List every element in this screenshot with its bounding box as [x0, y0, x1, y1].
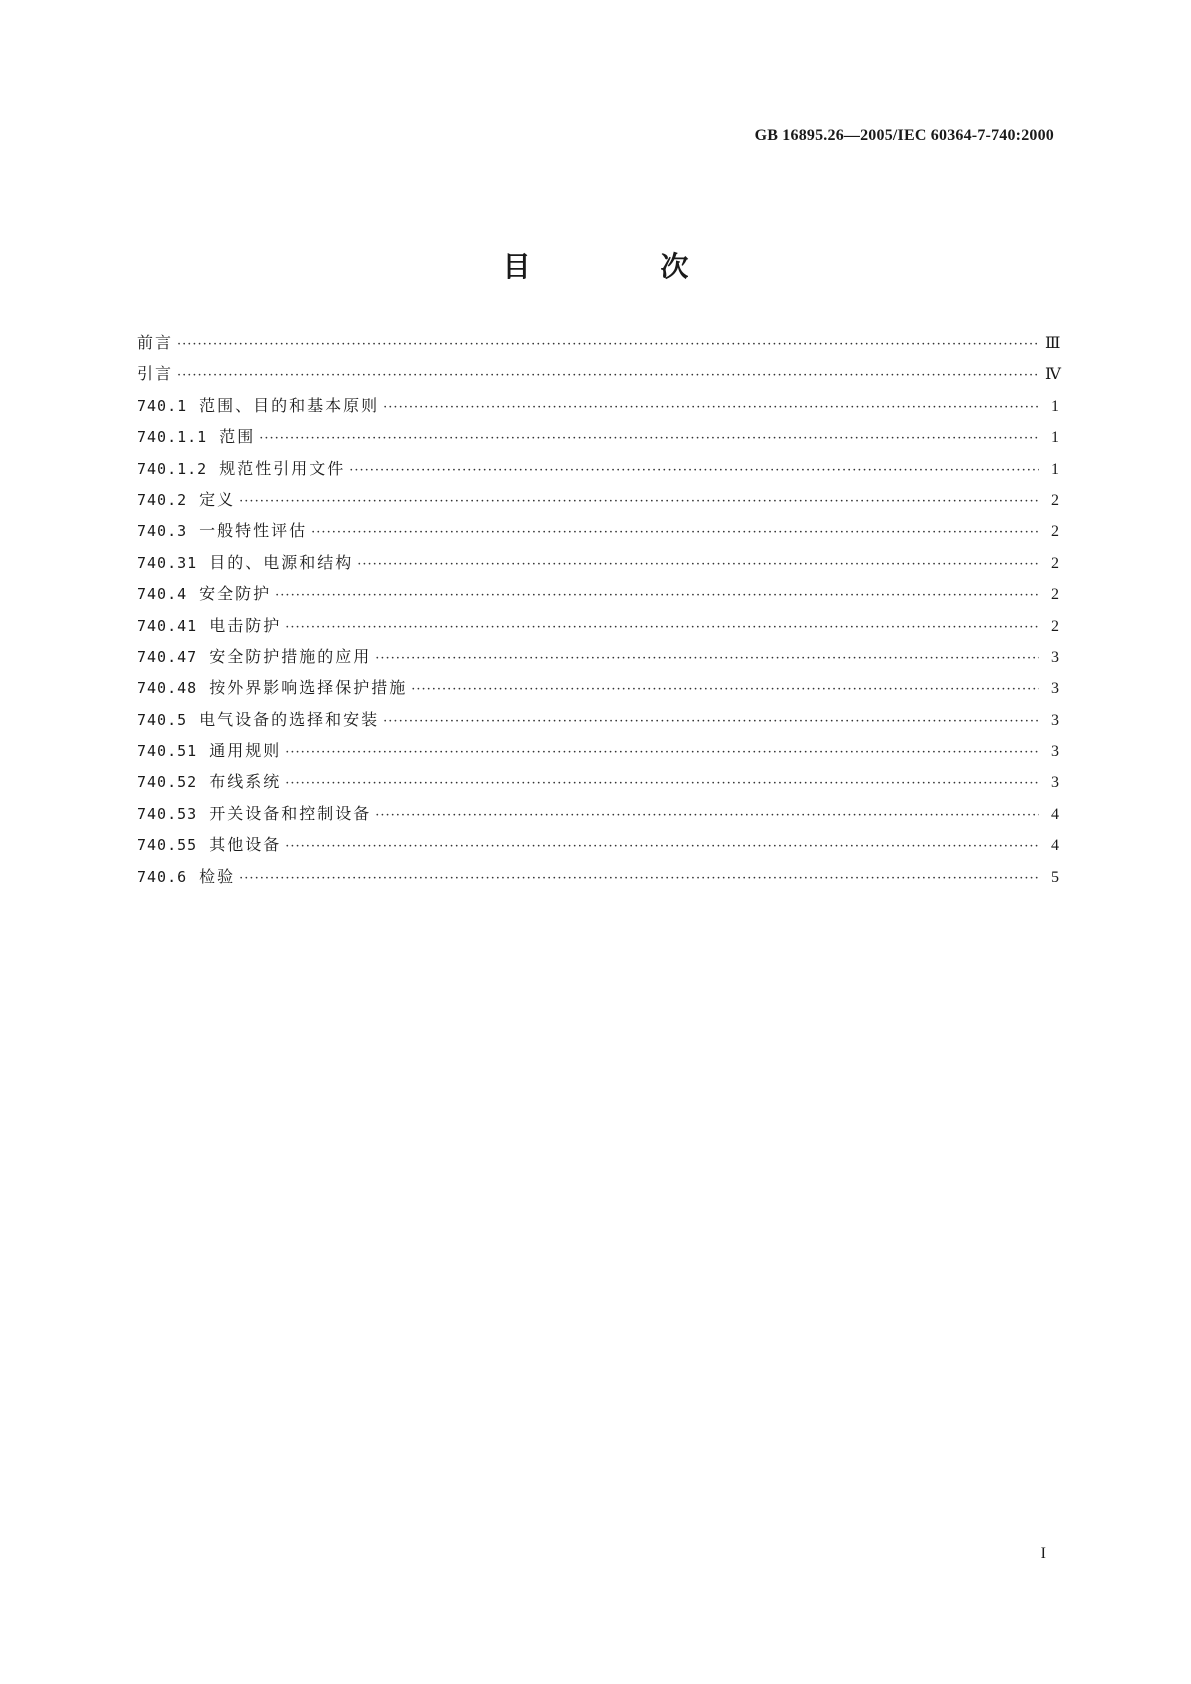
toc-entry-page: 1 — [1051, 397, 1059, 415]
dot-leader — [375, 643, 1039, 674]
toc-entry-740-4[interactable] — [137, 578, 1059, 609]
toc-entry-number: 740.47 — [137, 647, 198, 666]
dot-leader — [177, 329, 1039, 360]
toc-entry-740-31[interactable] — [137, 547, 1059, 578]
toc-entry-740-1[interactable] — [137, 390, 1059, 421]
toc-entry-introduction[interactable] — [137, 358, 1059, 389]
table-of-contents — [137, 327, 1059, 892]
toc-entry-label: 通用规则 — [209, 741, 282, 761]
dot-leader — [177, 360, 1039, 391]
toc-entry-740-41[interactable] — [137, 610, 1059, 641]
toc-entry-label: 电气设备的选择和安装 — [199, 709, 380, 729]
dot-leader — [239, 486, 1039, 517]
toc-entry-label: 前言 — [137, 333, 174, 352]
toc-entry-740-2[interactable] — [137, 484, 1059, 515]
toc-entry-page: 3 — [1051, 774, 1059, 792]
dot-leader — [357, 549, 1039, 580]
dot-leader — [259, 423, 1039, 454]
dot-leader — [285, 612, 1039, 643]
toc-entry-740-51[interactable] — [137, 735, 1059, 766]
toc-entry-label: 一般特性评估 — [199, 521, 308, 541]
dot-leader — [275, 580, 1039, 611]
toc-entry-label: 电击防护 — [209, 615, 282, 635]
toc-entry-page: 2 — [1051, 586, 1059, 604]
toc-entry-label: 范围 — [219, 427, 256, 447]
toc-entry-page: 2 — [1051, 491, 1059, 509]
dot-leader — [383, 706, 1039, 737]
toc-entry-number: 740.48 — [137, 679, 198, 698]
toc-entry-label: 按外界影响选择保护措施 — [209, 678, 408, 698]
dot-leader — [411, 674, 1039, 705]
toc-entry-number: 740.31 — [137, 553, 198, 572]
toc-entry-page: 3 — [1051, 680, 1059, 698]
toc-entry-number: 740.1.2 — [137, 459, 208, 478]
toc-entry-740-1-2[interactable] — [137, 453, 1059, 484]
dot-leader — [239, 863, 1039, 894]
toc-entry-page: Ⅲ — [1045, 335, 1061, 352]
toc-entry-number: 740.5 — [137, 710, 188, 729]
toc-entry-740-5[interactable] — [137, 704, 1059, 735]
toc-entry-page: 3 — [1051, 743, 1059, 761]
toc-entry-740-1-1[interactable] — [137, 421, 1059, 452]
toc-entry-number: 740.41 — [137, 616, 198, 635]
toc-entry-label: 范围、目的和基本原则 — [199, 395, 380, 415]
toc-entry-740-3[interactable] — [137, 515, 1059, 546]
dot-leader — [311, 517, 1039, 548]
toc-entry-740-55[interactable] — [137, 829, 1059, 860]
toc-entry-740-52[interactable] — [137, 766, 1059, 797]
toc-entry-label: 安全防护 — [199, 584, 272, 604]
toc-entry-number: 740.55 — [137, 836, 198, 855]
dot-leader — [285, 768, 1039, 799]
page-title: 目 次 — [502, 249, 749, 283]
page-number: I — [1040, 1545, 1046, 1562]
toc-entry-label: 检验 — [199, 866, 236, 886]
dot-leader — [285, 737, 1039, 768]
toc-entry-number: 740.51 — [137, 742, 198, 761]
toc-entry-page: Ⅳ — [1045, 366, 1061, 384]
dot-leader — [285, 831, 1039, 862]
standard-code-header: GB 16895.26—2005/IEC 60364-7-740:2000 — [754, 127, 1054, 144]
toc-entry-page: 3 — [1051, 711, 1059, 729]
toc-entry-page: 5 — [1051, 868, 1059, 886]
toc-entry-page: 3 — [1051, 648, 1059, 666]
toc-entry-page: 2 — [1051, 523, 1059, 541]
toc-entry-page: 4 — [1051, 837, 1059, 855]
toc-entry-label: 规范性引用文件 — [219, 458, 346, 478]
toc-entry-740-6[interactable] — [137, 861, 1059, 892]
toc-entry-page: 2 — [1051, 617, 1059, 635]
dot-leader — [383, 392, 1039, 423]
toc-entry-label: 定义 — [199, 489, 236, 509]
toc-entry-foreword[interactable] — [137, 327, 1059, 358]
toc-entry-page: 2 — [1051, 554, 1059, 572]
toc-entry-number: 740.53 — [137, 804, 198, 823]
toc-entry-number: 740.3 — [137, 522, 188, 541]
toc-entry-number: 740.1 — [137, 396, 188, 415]
toc-entry-label: 引言 — [137, 364, 174, 384]
toc-entry-number: 740.4 — [137, 585, 188, 604]
toc-entry-label: 布线系统 — [209, 772, 282, 792]
toc-entry-740-47[interactable] — [137, 641, 1059, 672]
toc-entry-label: 开关设备和控制设备 — [209, 803, 372, 823]
toc-entry-label: 目的、电源和结构 — [209, 552, 354, 572]
toc-entry-number: 740.6 — [137, 867, 188, 886]
toc-entry-label: 其他设备 — [209, 835, 282, 855]
toc-entry-740-53[interactable] — [137, 798, 1059, 829]
toc-entry-page: 1 — [1051, 460, 1059, 478]
dot-leader — [349, 455, 1039, 486]
toc-entry-740-48[interactable] — [137, 672, 1059, 703]
toc-entry-number: 740.52 — [137, 773, 198, 792]
dot-leader — [375, 800, 1039, 831]
toc-entry-page: 4 — [1051, 805, 1059, 823]
toc-entry-number: 740.1.1 — [137, 428, 208, 447]
toc-entry-label: 安全防护措施的应用 — [209, 646, 372, 666]
toc-entry-number: 740.2 — [137, 490, 188, 509]
toc-entry-page: 1 — [1051, 429, 1059, 447]
